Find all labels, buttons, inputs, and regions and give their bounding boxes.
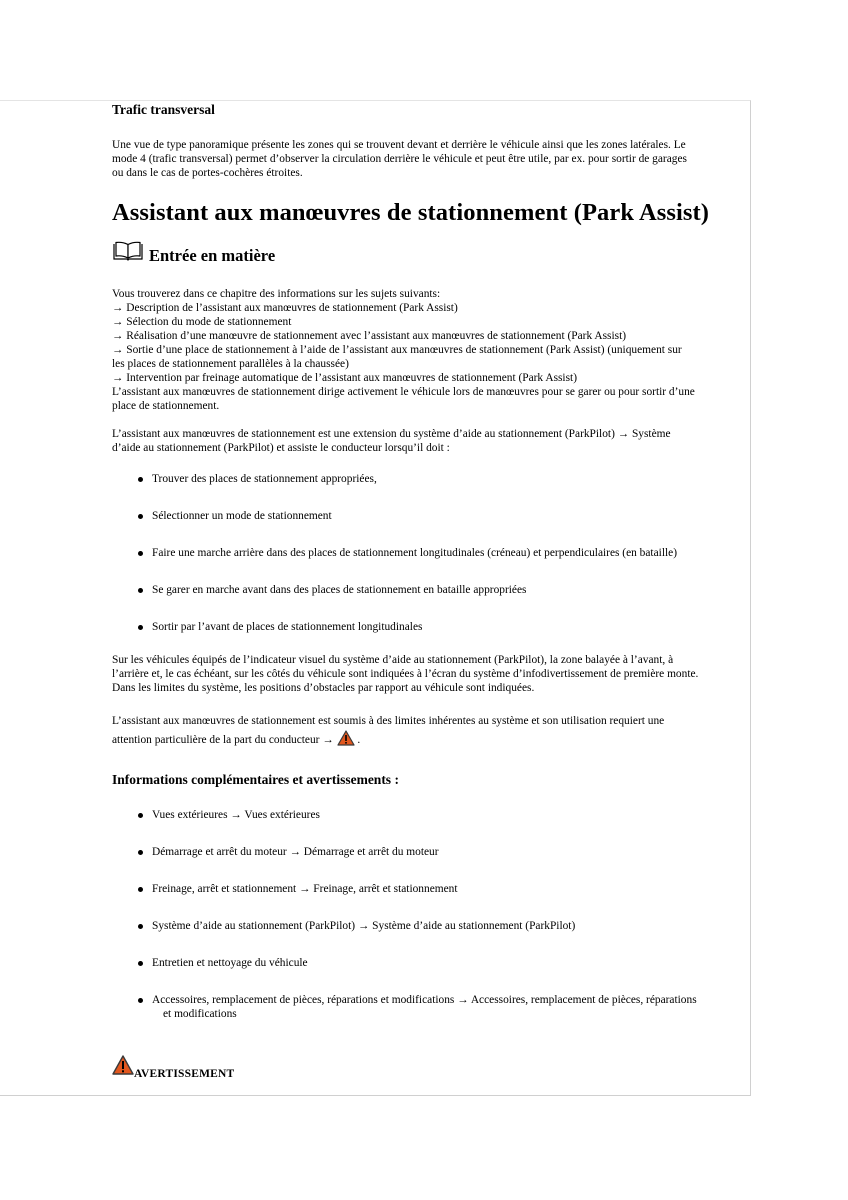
bullet-icon (138, 998, 143, 1003)
warning-heading-row (112, 1055, 740, 1080)
limits-paragraph (112, 714, 740, 750)
bullet-icon (138, 551, 143, 556)
list-item: Se garer en marche avant dans des places de stationnement en bataille appropriées (112, 583, 740, 597)
list-item: Trouver des places de stationnement appropriées, (112, 472, 740, 486)
text-line: → Intervention par freinage automatique de l’assistant aux manœuvres de stationnement (Park Assist) (112, 372, 577, 384)
text-line: → Réalisation d’une manœuvre de stationnement avec l’assistant aux manœuvres de stationnement (Park Assist) (112, 330, 627, 342)
text-line: Sur les véhicules équipés de l’indicateur visuel du système d’aide au stationnement (ParkPilot), la zone balayée à l’avant, à (112, 654, 674, 666)
text-line: L’assistant aux manœuvres de stationnement dirige activement le véhicule lors de manœuvres pour se garer ou pour sortir d’une (112, 386, 695, 398)
task-list (112, 472, 740, 634)
main-title: Assistant aux manœuvres de stationnement (Park Assist) (112, 199, 710, 226)
text-line: l’arrière et, le cas échéant, sur les côtés du véhicule sont indiquées à l’écran du système d’infodivertissement de première monte. (112, 668, 699, 680)
document-content (112, 100, 740, 1080)
bullet-icon (138, 588, 143, 593)
text-line: → Description de l’assistant aux manœuvres de stationnement (Park Assist) (112, 302, 458, 314)
text-line: Vous trouverez dans ce chapitre des informations sur les sujets suivants: (112, 288, 441, 300)
complementary-list (112, 808, 740, 1021)
list-item: Entretien et nettoyage du véhicule (112, 956, 740, 970)
text-line: → Sélection du mode de stationnement (112, 316, 292, 328)
book-icon (112, 241, 144, 266)
bullet-icon (138, 887, 143, 892)
list-item[interactable]: Vues extérieures → Vues extérieures (112, 808, 740, 822)
list-item[interactable]: Système d’aide au stationnement (ParkPilot) → Système d’aide au stationnement (ParkPilot) (112, 919, 740, 933)
trafic-paragraph (112, 138, 740, 180)
text-line: ou dans le cas de portes-cochères étroites. (112, 167, 303, 179)
list-item: Faire une marche arrière dans des places de stationnement longitudinales (créneau) et perpendiculaires (en bataille) (112, 546, 740, 560)
text-line: place de stationnement. (112, 400, 220, 412)
text-line: les places de stationnement parallèles à la chaussée) (112, 358, 349, 370)
list-item[interactable]: Démarrage et arrêt du moteur → Démarrage et arrêt du moteur (112, 845, 740, 859)
text-line: → Sortie d’une place de stationnement à l’aide de l’assistant aux manœuvres de stationnement (Park Assist) (uniquement sur (112, 344, 682, 356)
list-item[interactable]: Freinage, arrêt et stationnement → Freinage, arrêt et stationnement (112, 882, 740, 896)
extension-paragraph (112, 427, 740, 455)
bullet-icon (138, 961, 143, 966)
bullet-icon (138, 850, 143, 855)
text-line: Une vue de type panoramique présente les zones qui se trouvent devant et derrière le véhicule ainsi que les zones latérales. Le (112, 139, 686, 151)
intro-paragraph (112, 287, 740, 413)
warning-triangle-icon[interactable] (337, 730, 355, 750)
text-line: Dans les limites du système, les positions d’obstacles par rapport au véhicule sont indiquées. (112, 682, 535, 694)
warning-triangle-icon (112, 1055, 134, 1080)
text-line: L’assistant aux manœuvres de stationnement est soumis à des limites inhérentes au système et son utilisation requiert une (112, 715, 665, 727)
list-item: Sélectionner un mode de stationnement (112, 509, 740, 523)
bullet-icon (138, 477, 143, 482)
text-line: mode 4 (trafic transversal) permet d’observer la circulation derrière le véhicule et peut être utile, par ex. pour sortir de garages (112, 153, 687, 165)
bullet-icon (138, 813, 143, 818)
list-item: Sortir par l’avant de places de stationnement longitudinales (112, 620, 740, 634)
display-paragraph (112, 653, 740, 695)
complementary-heading: Informations complémentaires et avertissements : (112, 772, 399, 787)
bullet-icon (138, 514, 143, 519)
text-line: attention particulière de la part du conducteur → . (112, 730, 740, 750)
intro-heading-row (112, 241, 740, 266)
text-line: d’aide au stationnement (ParkPilot) et assiste le conducteur lorsqu’il doit : (112, 442, 450, 454)
bullet-icon (138, 625, 143, 630)
section-title-trafic: Trafic transversal (112, 102, 215, 117)
intro-heading: Entrée en matière (149, 246, 276, 265)
list-item[interactable]: Accessoires, remplacement de pièces, réparations et modifications → Accessoires, remplacement de pièces, réparations et modifications (112, 993, 740, 1021)
warning-title: AVERTISSEMENT (134, 1068, 235, 1080)
text-line: L’assistant aux manœuvres de stationnement est une extension du système d’aide au stationnement (ParkPilot) → Système (112, 428, 671, 440)
bullet-icon (138, 924, 143, 929)
